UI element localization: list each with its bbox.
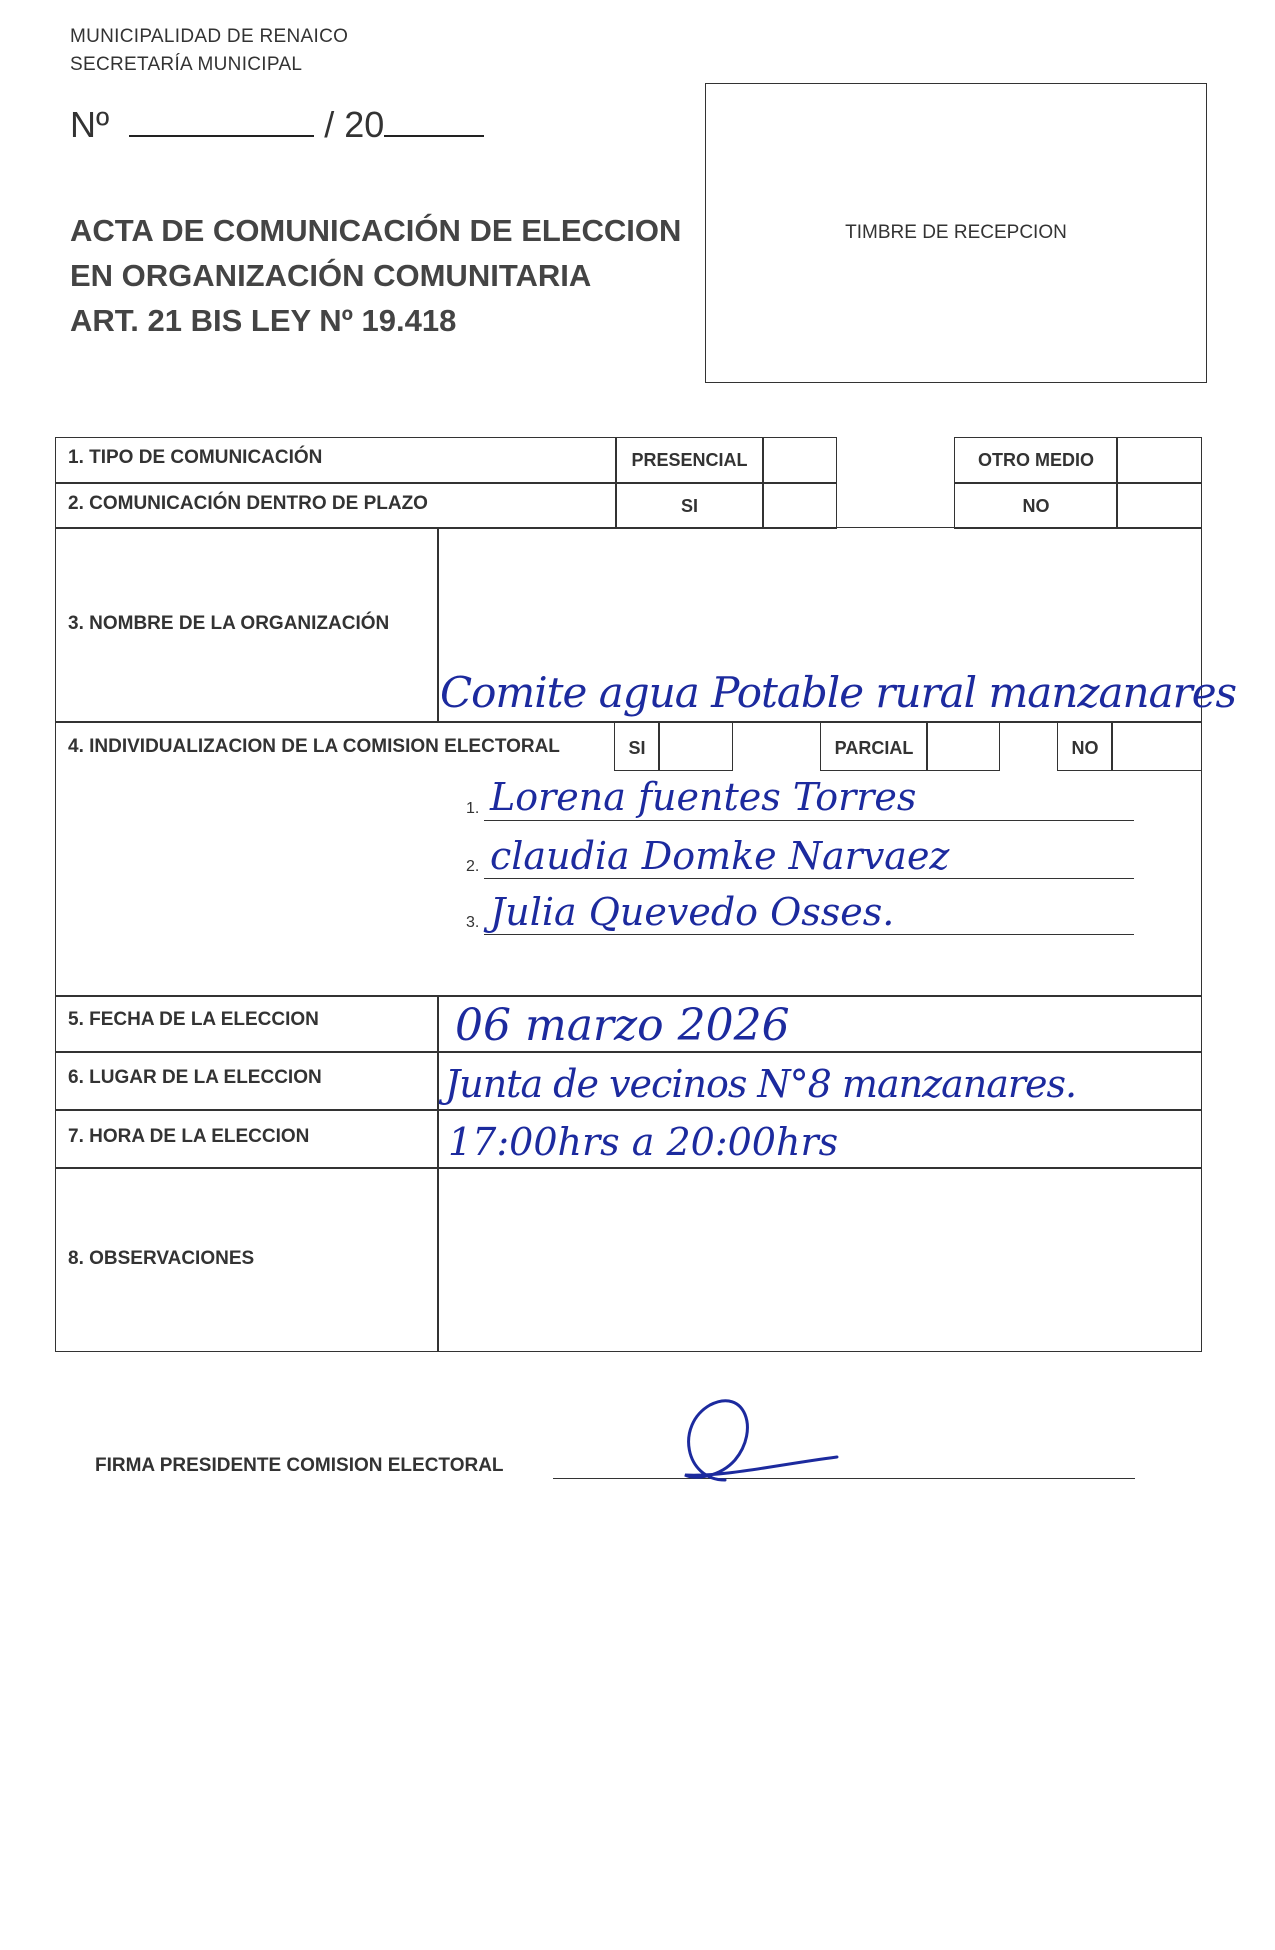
reception-stamp-box <box>705 83 1207 383</box>
row2-label: 2. COMUNICACIÓN DENTRO DE PLAZO <box>68 493 428 514</box>
member-1-number: 1. <box>466 800 480 817</box>
comision-no-label: NO <box>1071 738 1099 758</box>
otro-medio-label: OTRO MEDIO <box>978 450 1094 470</box>
member-2-number: 2. <box>466 858 480 875</box>
number-prefix: Nº <box>70 104 110 145</box>
title-line-1: ACTA DE COMUNICACIÓN DE ELECCION <box>70 213 682 248</box>
member-3-line[interactable] <box>484 934 1134 935</box>
member-3-name: Julia Quevedo Osses. <box>490 890 895 934</box>
row6-label: 6. LUGAR DE LA ELECCION <box>68 1067 322 1088</box>
election-time-value: 17:00hrs a 20:00hrs <box>448 1120 839 1164</box>
presencial-label: PRESENCIAL <box>631 450 748 470</box>
row3-label: 3. NOMBRE DE LA ORGANIZACIÓN <box>68 613 390 634</box>
otro-medio-checkbox[interactable] <box>1116 437 1202 484</box>
number-year: / 20 <box>324 104 385 145</box>
number-blank <box>129 105 314 137</box>
row8-label: 8. OBSERVACIONES <box>68 1248 255 1269</box>
plazo-no-label: NO <box>1022 496 1050 516</box>
year-blank <box>384 105 484 137</box>
observations-field[interactable] <box>437 1167 1202 1352</box>
president-signature <box>665 1385 845 1490</box>
member-1-name: Lorena fuentes Torres <box>490 775 917 819</box>
comision-no-checkbox[interactable] <box>1111 721 1202 771</box>
presencial-checkbox[interactable] <box>762 437 837 484</box>
election-date-value: 06 marzo 2026 <box>455 1000 790 1051</box>
comision-si-label: SI <box>628 738 646 758</box>
secretariat-name: SECRETARÍA MUNICIPAL <box>70 54 303 75</box>
title-line-3: ART. 21 BIS LEY Nº 19.418 <box>70 303 457 338</box>
member-2-name: claudia Domke Narvaez <box>490 834 950 878</box>
comision-parcial-checkbox[interactable] <box>926 721 1000 771</box>
municipality-name: MUNICIPALIDAD DE RENAICO <box>70 26 349 47</box>
signature-label: FIRMA PRESIDENTE COMISION ELECTORAL <box>95 1455 504 1476</box>
member-1-line[interactable] <box>484 820 1134 821</box>
row1-label: 1. TIPO DE COMUNICACIÓN <box>68 447 323 468</box>
title-line-2: EN ORGANIZACIÓN COMUNITARIA <box>70 258 592 293</box>
plazo-si-checkbox[interactable] <box>762 482 837 529</box>
election-place-value: Junta de vecinos N°8 manzanares. <box>445 1062 1077 1106</box>
member-3-number: 3. <box>466 914 480 931</box>
row7-label: 7. HORA DE LA ELECCION <box>68 1126 310 1147</box>
organization-name-value: Comite agua Potable rural manzanares <box>440 668 1237 717</box>
member-2-line[interactable] <box>484 878 1134 879</box>
stamp-label: TIMBRE DE RECEPCION <box>845 222 1067 243</box>
row4-label: 4. INDIVIDUALIZACION DE LA COMISION ELECTORAL <box>68 736 560 757</box>
plazo-no-checkbox[interactable] <box>1116 482 1202 529</box>
document-number <box>70 104 484 146</box>
document-title <box>70 208 681 343</box>
row5-label: 5. FECHA DE LA ELECCION <box>68 1009 319 1030</box>
comision-parcial-label: PARCIAL <box>834 738 914 758</box>
comision-si-checkbox[interactable] <box>658 721 733 771</box>
plazo-si-label: SI <box>680 496 698 516</box>
